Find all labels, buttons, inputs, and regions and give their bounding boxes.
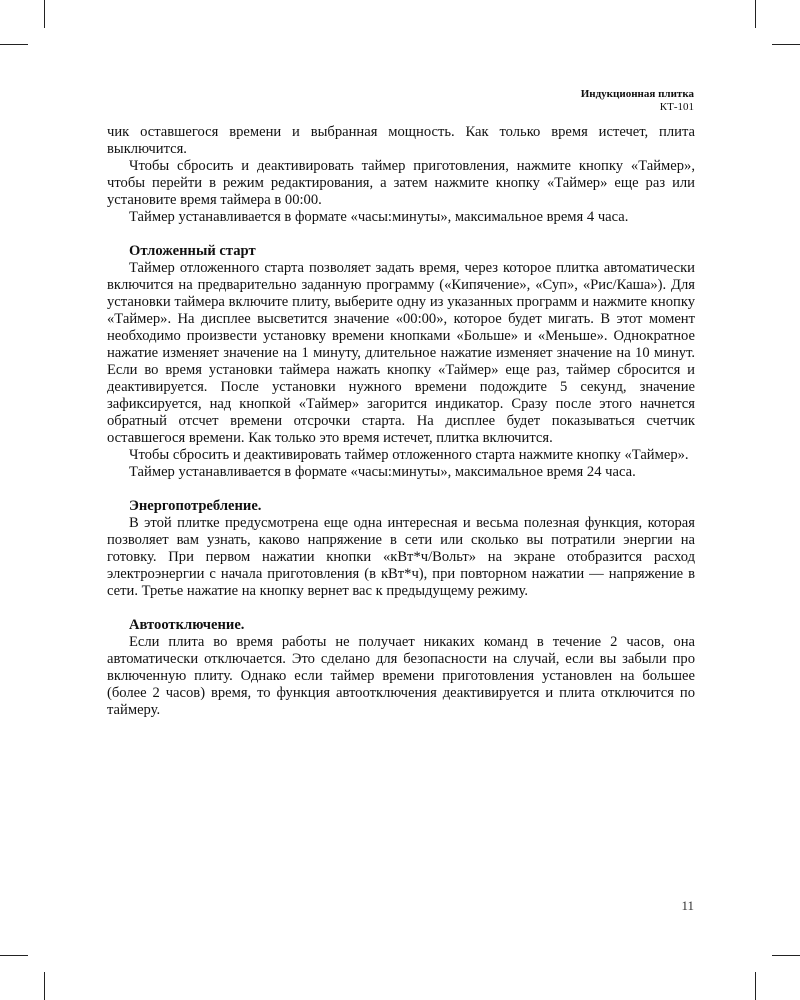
section-heading-energy: Энергопотребление. xyxy=(129,498,262,514)
crop-mark xyxy=(44,0,45,28)
paragraph: Чтобы сбросить и деактивировать таймер отложенного старта нажмите кнопку «Таймер». xyxy=(129,447,689,463)
crop-mark xyxy=(0,955,28,956)
paragraph: Таймер отложенного старта позволяет задать время, через которое плитка автоматически включится на предварительно заданную программу («Кипячение», «Суп», «Рис/Каша»). Для установки таймера включите плиту, выберите одну из указанных программ и нажмите кнопку «Таймер». На дисплее высветится значение «00:00», которое будет мигать. В этот момент необходимо произвести установку времени кнопками «Больше» и «Меньше». Однократное нажатие изменяет значение на 1 минуту, длительное нажатие изменяет значение на 10 минут. Если во время установки таймера нажать кнопку «Таймер» еще раз, таймер сбросится и деактивируется. После установки нужного времени подождите 5 секунд, значение зафиксируется, над кнопкой «Таймер» загорится индикатор. Сразу после этого начнется обратный отсчет времени отсрочки старта. На дисплее будет показываться счетчик оставшегося времени. Как только это время истечет, плитка включится. xyxy=(107,260,695,446)
crop-mark xyxy=(772,955,800,956)
paragraph: чик оставшегося времени и выбранная мощность. Как только время истечет, плита выключится. xyxy=(107,124,695,157)
paragraph: Таймер устанавливается в формате «часы:минуты», максимальное время 24 часа. xyxy=(129,464,636,480)
running-header xyxy=(581,88,694,114)
crop-mark xyxy=(772,44,800,45)
crop-mark xyxy=(44,972,45,1000)
crop-mark xyxy=(755,0,756,28)
paragraph: Если плита во время работы не получает никаких команд в течение 2 часов, она автоматически отключается. Это сделано для безопасности на случай, если вы забыли про включенную плиту. Однако если таймер времени приготовления установлен на большее (более 2 часов) время, то функция автоотключения деактивируется и плита отключится по таймеру. xyxy=(107,634,695,718)
header-model: КТ-101 xyxy=(659,101,694,113)
page-content xyxy=(107,124,695,719)
header-title: Индукционная плитка xyxy=(580,88,694,100)
paragraph: Чтобы сбросить и деактивировать таймер приготовления, нажмите кнопку «Таймер», чтобы перейти в режим редактирования, а затем нажмите кнопку «Таймер» еще раз или установите время таймера в 00:00. xyxy=(107,158,695,208)
paragraph: В этой плитке предусмотрена еще одна интересная и весьма полезная функция, которая позволяет вам узнать, каково напряжение в сети или сколько вы потратили энергии на готовку. При первом нажатии кнопки «кВт*ч/Вольт» на экране отобразится расход электроэнергии с начала приготовления (в кВт*ч), при повторном нажатии — напряжение в сети. Третье нажатие на кнопку вернет вас к предыдущему режиму. xyxy=(107,515,695,599)
section-heading-auto-off: Автоотключение. xyxy=(129,617,245,633)
crop-mark xyxy=(0,44,28,45)
section-heading-delayed-start: Отложенный старт xyxy=(129,243,256,259)
crop-mark xyxy=(755,972,756,1000)
page-number: 11 xyxy=(681,898,694,913)
paragraph: Таймер устанавливается в формате «часы:минуты», максимальное время 4 часа. xyxy=(129,209,629,225)
